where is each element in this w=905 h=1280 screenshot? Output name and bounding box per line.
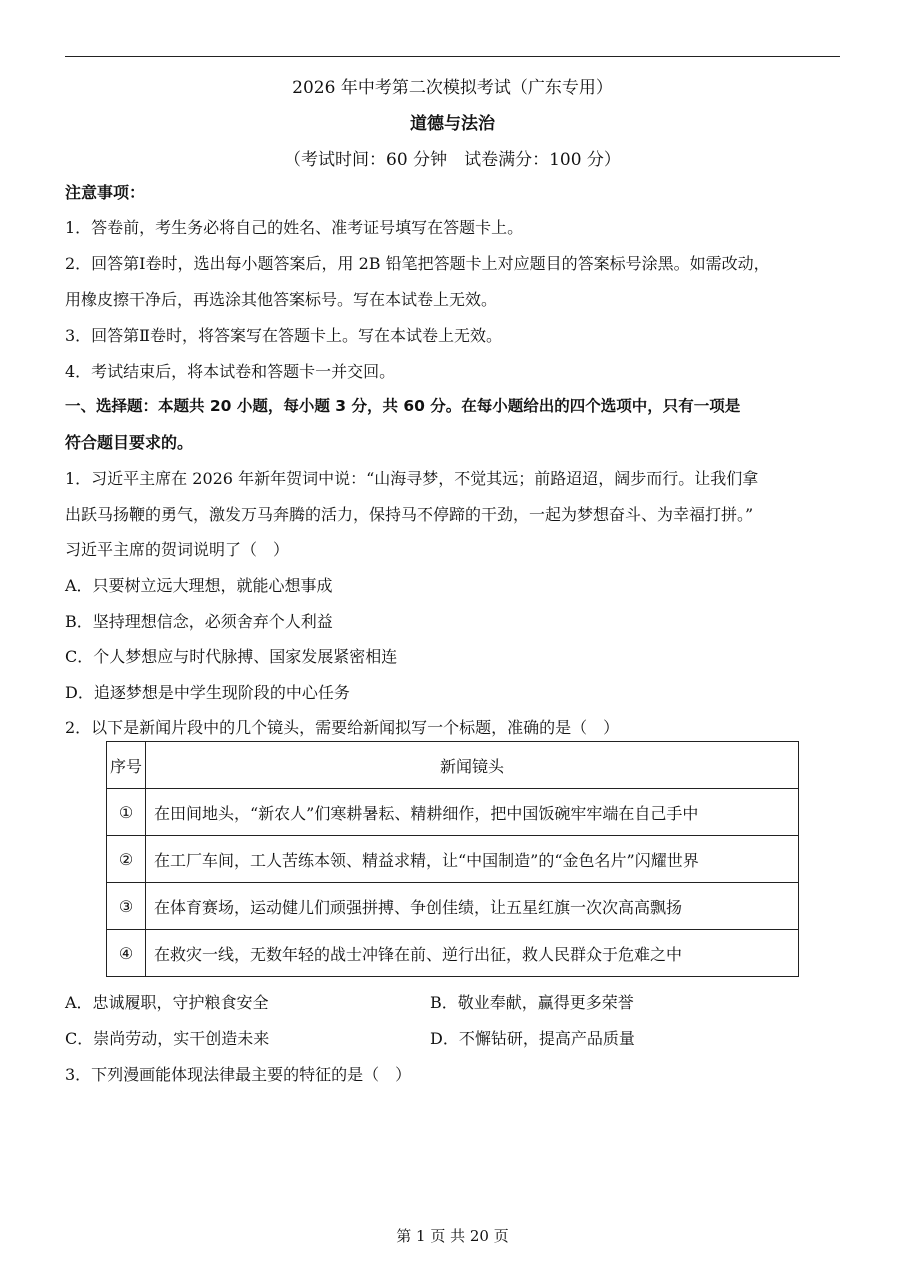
q2-option-d: D．不懈钻研，提高产品质量 [430,1029,635,1048]
row-number: ③ [107,883,146,930]
q1-stem: 1．习近平主席在 2026 年新年贺词中说：“山海寻梦，不觉其远；前路迢迢，阔步而行。让我们拿 [65,469,759,488]
notes-item: 1．答卷前，考生务必将自己的姓名、准考证号填写在答题卡上。 [65,218,524,237]
q2-option-b: B．敬业奉献，赢得更多荣誉 [430,993,634,1012]
header-rule [65,56,840,57]
q1-option-b: B．坚持理想信念，必须舍弃个人利益 [65,612,333,631]
row-number: ② [107,836,146,883]
row-text: 在救灾一线，无数年轻的战士冲锋在前、逆行出征，救人民群众于危难之中 [146,930,799,977]
q1-option-a: A．只要树立远大理想，就能心想事成 [65,576,333,595]
table-row [107,930,799,977]
notes-heading: 注意事项： [65,183,146,202]
table-header-row [107,742,799,789]
section-heading-cont: 符合题目要求的。 [65,433,194,452]
q1-option-c: C．个人梦想应与时代脉搏、国家发展紧密相连 [65,647,398,666]
row-number: ④ [107,930,146,977]
exam-info: （考试时间：60 分钟 试卷满分：100 分） [284,150,621,170]
row-number: ① [107,789,146,836]
subject-title: 道德与法治 [410,114,495,134]
table-row [107,836,799,883]
news-table [106,741,799,977]
q3-stem: 3．下列漫画能体现法律最主要的特征的是（ ） [65,1065,412,1084]
q1-stem: 出跃马扬鞭的勇气，激发万马奔腾的活力，保持马不停蹄的干劲，一起为梦想奋斗、为幸福打拼。” [65,505,754,524]
page-number: 第 1 页 共 20 页 [396,1227,509,1245]
exam-title: 2026 年中考第二次模拟考试（广东专用） [292,78,613,98]
row-text: 在体育赛场，运动健儿们顽强拼搏、争创佳绩，让五星红旗一次次高高飘扬 [146,883,799,930]
q2-stem: 2．以下是新闻片段中的几个镜头，需要给新闻拟写一个标题，准确的是（ ） [65,718,620,737]
notes-item: 用橡皮擦干净后，再选涂其他答案标号。写在本试卷上无效。 [65,290,498,309]
q1-stem: 习近平主席的贺词说明了（ ） [65,540,290,559]
notes-item: 4．考试结束后，将本试卷和答题卡一并交回。 [65,362,396,381]
row-text: 在工厂车间，工人苦练本领、精益求精，让“中国制造”的“金色名片”闪耀世界 [146,836,799,883]
table-header-num: 序号 [107,742,146,789]
row-text: 在田间地头，“新农人”们寒耕暑耘、精耕细作，把中国饭碗牢牢端在自己手中 [146,789,799,836]
q1-option-d: D．追逐梦想是中学生现阶段的中心任务 [65,683,350,702]
table-row [107,789,799,836]
table-header-text: 新闻镜头 [146,742,799,789]
table-row [107,883,799,930]
q2-option-c: C．崇尚劳动，实干创造未来 [65,1029,270,1048]
notes-item: 2．回答第Ⅰ卷时，选出每小题答案后，用 2B 铅笔把答题卡上对应题目的答案标号涂黑。如需改动， [65,254,770,273]
notes-item: 3．回答第Ⅱ卷时，将答案写在答题卡上。写在本试卷上无效。 [65,326,503,345]
q2-option-a: A．忠诚履职，守护粮食安全 [65,993,269,1012]
section-heading: 一、选择题：本题共 20 小题，每小题 3 分，共 60 分。在每小题给出的四个选项中，只有一项是 [65,397,741,415]
